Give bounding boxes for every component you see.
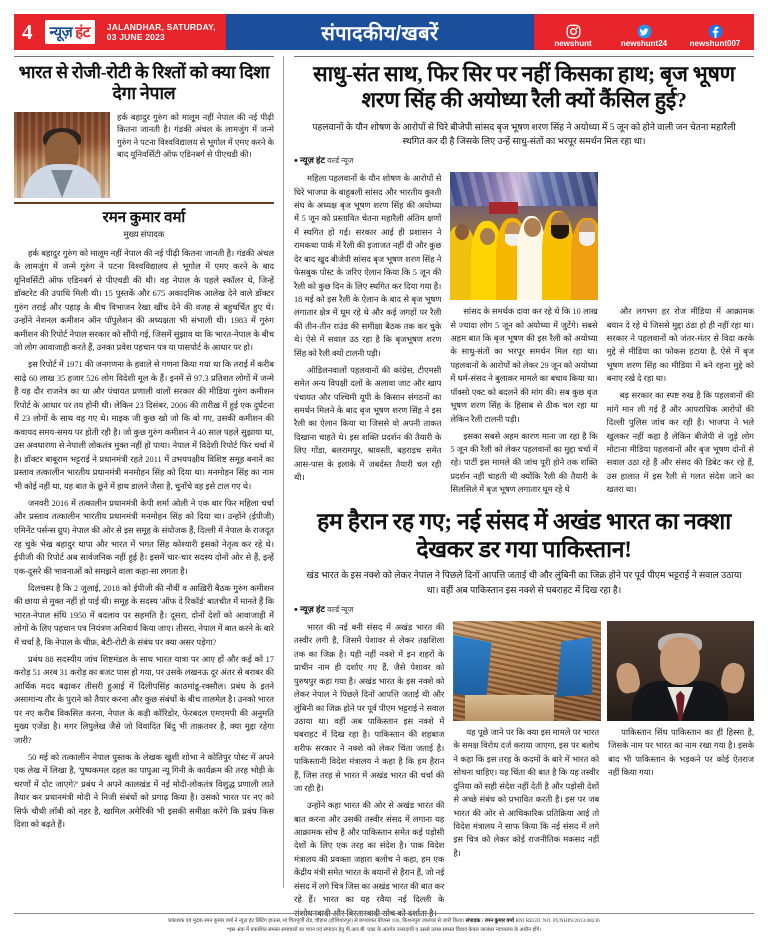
byline-desk: वर्ल्ड न्यूज — [327, 604, 354, 614]
story-one-col-3 — [607, 172, 754, 500]
logo-text-news: न्यूज़ — [49, 24, 73, 41]
photo-person — [524, 218, 541, 237]
instagram-handle: newshunt — [554, 39, 592, 48]
story-two-headline: हम हैरान रह गए; नई संसद में अखंड भारत का नक्शा देखकर डर गया पाकिस्तान! — [317, 509, 731, 562]
photo-person-hand — [719, 661, 747, 695]
story-one-col-2 — [450, 172, 597, 500]
editorial-paragraph: 50 मई को तत्कालीन नेपाल पुस्तक के लेखक खुशी शोभा ने कोतिपुर पोस्ट में अपने एक लेख में लिखा है, 'पुष्पकमल दहल का पापुआ न्यू गिनी के कार्यक्रम की तरह भोड़ी के चरणों में दोट जाएगे?' प्रबंध ने अपने कालखंड में नई मोदी-लोकतंत्र विशुद्ध प्रणाली लाते तैयार कर प्रधानमंत्री मोदी ने निजी संबंधों को प्रगाढ़ किया है। उसको भारत पर नए को सिर्फ चौथी लॉबी को नहर है, खामिल अमेरिकी भी इसकी समीक्षा करेंगे कि प्रबंध किस दिशा को बढ़ते हैं। — [14, 752, 274, 830]
author-name: रमन कुमार वर्मा — [14, 202, 274, 227]
author-meta — [117, 112, 274, 198]
mural-figure-left — [453, 635, 491, 699]
byline-bullet-icon: • — [294, 155, 298, 168]
editorial-paragraph: हर्क बहादुर गुरुंग को मालूम नहीं नेपाल की नई पीढ़ी कितना जानती है। गंडकी अंचल के लामजुंग में जन्मे गुरुंग ने पटना विश्वविद्यालय से भूगोल में एमए करने के बाद यूनिवर्सिटी ऑफ एडिनबर्ग से पीएचडी की थी। वह नेपाल के पहले स्कॉलर थे, जिन्हें डॉक्टरेट की उपाधि मिली थी। 15 पुस्तकें और 675 अकादमिक आलेख देने वाले डॉक्टर गुरुंग तराई और पहाड़ के बीच विभाजन रेखा खींच देने की वजह से बहुचर्चित हुए थे। उन्होंने नेशनल कमीशन ऑन पॉपुलेशन की अध्यक्षता भी संभाली थी। 1983 में गुरुंग कमीशन की रिपोर्ट नेपाल सरकार को सौंपी गई, जिसमें सुझाव था कि भारत-नेपाल के बीच जो लोग आवाजाही करते हैं, उनका प्रवेश पहचान पत्र या पासपोर्ट के आधार पर हो। — [14, 248, 274, 353]
dateline-line2: 03 JUNE 2023 — [106, 32, 165, 42]
editorial-intro: हर्क बहादुर गुरुंग को मालूम नहीं नेपाल की नई पीढ़ी कितना जानती है। गंडकी अंचल के लामजुंग में जन्मे गुरुंग ने पटना विश्वविद्यालय से भूगोल में एमए करने के बाद यूनिवर्सिटी ऑफ एडिनबर्ग से पीएचडी की। — [117, 112, 274, 159]
editorial-column — [14, 56, 284, 888]
page-footer — [14, 913, 754, 935]
story-two-col-2 — [453, 621, 754, 924]
story-paragraph: बड़ सरकार का स्पष्ट रुख है कि पहलवानों की मांगें मान ली गई हैं और आपराधिक आरोपों की दिल्ली पुलिस जांच कर रही है। भाजपा ने भले खुलकर नहीं कहा है लेकिन बीजेपी से जुड़े लोग मोटाना मीडिया पहलवानों और बृज भूषण दोनों से सवाल उठा रहे हैं और संसद की डिबेट कर रहे हैं, उस हालात में इस रैली से गलत संदेश जाने का खतरा था। — [606, 391, 754, 495]
social-twitter[interactable] — [613, 24, 675, 48]
editorial-paragraph: दिलचस्प है कि 2 जुलाई, 2018 को ईपीजी की नौवीं व आख़िरी बैठक गुरुंग कमीशन की छाया से मुक्त नहीं हो पाई थी। समूह के सदस्य 'ऑफ दे रिकॉर्ड' बातचीत में मानते हैं कि भारत-नेपाल संधि 1950 में बदलाव पर सहमति है। दूसरा, दोनों देशों को आवाजाही में लोगों के लिए पहचान पत्र नियंत्रण अनिवार्य किया जाए। तीसरा, नेपाल में बात करने के बारे में चर्चा है, कि नेपाल के चीफ़, बेटी-रोटी के संबंध पर क्या असर पड़ेगा? — [14, 583, 274, 647]
author-role: मुख्य संपादक — [123, 228, 165, 239]
mural-plinth — [465, 695, 553, 721]
story-paragraph: सांसद के समर्थक दावा कर रहे थे कि 10 लाख से ज्यादा लोग 5 जून को अयोध्या में जुटेंगे। सबसे अहम बात कि बृज भूषण की इस रैली को अयोध्या के साधु-संतों का भरपूर समर्थन मिल रहा था। पहलवानों के आरोपों को लेकर 29 जून को अयोध्या में धर्म-संसद ने बुलाकर मामले का बचाव किया था। पॉक्सो एक्ट को बदलने की मांग की। सब कुछ बृज भूषण शरण सिंह के हिसाब से ठीक चल रहा था लेकिन रैली टालनी पड़ी। — [450, 307, 598, 424]
story-paragraph: ऑडिलनवालों पहलवानों की कांग्रेस, टीएमसी समेत अन्य विपक्षी दलों के अलावा जाट और खाप पंचायत और पश्चिमी यूपी के किसान संगठनों का समर्थन मिलने के बाद बृज भूषण शरण सिंह ने इस रैली का ऐलान किया था जिससे वो अपनी ताकत दिखाना चाहते थे। इस शक्ति प्रदर्शन की तैयारी के लिए गोंडा, बलरामपुर, श्रावस्ती, बहराइच समेत आस-पास के इलाके में जबर्दस्त तैयारी चल रही थी। — [294, 365, 442, 483]
photo-backdrop-banner — [450, 172, 597, 206]
section-title: संपादकीय/खबरें — [321, 22, 439, 45]
story-two — [294, 508, 754, 923]
story-one — [294, 62, 754, 500]
footer-imprint-line — [14, 917, 754, 926]
photo-person — [455, 224, 469, 240]
byline-source: न्यूज़ हंट — [300, 603, 325, 614]
social-bar — [534, 14, 754, 50]
photo-person — [551, 225, 569, 239]
story-paragraph: भारत की नई बनी संसद में अखंड भारत की तस्वीर लगी है, जिसमें पेशावर से लेकर तक्षशिला तक का जिक्र है। यही नहीं नक्शे में इन शहरों के प्राचीन नाम ही दर्शाए गए हैं, जैसे पेशावर को पुरुषपुर कहा गया है। अखंड भारत के इस नक्शे को लेकर नेपाल ने पिछले दिनों आपत्ति जताई थी और लुंबिनी का जिक्र होने पर पूर्व पीएम भट्टराई ने सवाल उठाया था। वहीं अब पाकिस्तान इस नक्शे में घबराहट में दिख रहा है। पाकिस्तान की शहबाज शरीफ सरकार ने नक्शे को लेकर चिंता जताई है। पाकिस्तानी विदेश मंत्रालय ने कहा है कि हम हैरान हैं, जिस तरह से भारत में अखंड भारत की चर्चा की जा रही है। — [294, 622, 445, 794]
byline-bullet-icon: • — [294, 603, 298, 616]
footer-editor: संपादक : रमन कुमार वर्मा — [465, 918, 514, 925]
story-one-headline: साधु-संत साथ, फिर सिर पर नहीं किसका हाथ; बृज भूषण शरण सिंह की अयोध्या रैली क्यों कैंसिल हुई? — [313, 62, 735, 112]
story-one-grid — [294, 172, 754, 500]
story-one-standfirst: पहलवानों के यौन शोषण के आरोपों से घिरे बीजेपी सांसद बृज भूषण शरण सिंह ने अयोध्या में 5 जून को होने वाली जन चेतना महारैली स्थगित कर दी है जिसके लिए उन्हें साधु-संतों का भरपूर समर्थन मिल रहा था। — [312, 121, 736, 146]
left-divider — [14, 56, 274, 57]
mural-figure-right — [556, 637, 591, 697]
story-paragraph: महिला पहलवानों के यौन शोषण के आरोपों से घिरे भाजपा के बाहुबली सांसद और भारतीय कुश्ती संघ के अध्यक्ष बृज भूषण शरण सिंह की अयोध्या में 5 जून को प्रस्तावित चेतना महारैली अंतिम क्षणों में स्थगित हो गई। सरकार आई ही प्रशासन ने रामकथा पार्क में रैली की इजाजत नहीं दी और कुछ देर बाद खुद बीजेपी सांसद बृज भूषण शरण सिंह ने फेसबुक पोस्ट के जरिए ऐलान किया कि 5 जून की रैली को कुछ दिन के लिए स्थगित कर दिया गया है। 18 मई को इस रैली के ऐलान के बाद से बृज भूषण लगातार क्षेत्र में घूम रहे थे और कई जगहों पर रैली की तीन-तीन राउंड की समीक्षा बैठक तक कर चुके थे। ऐसे में सवाल उठ रहा है कि बृजभूषण शरण सिंह को रैली क्यों टालनी पड़ी। — [294, 174, 442, 358]
editorial-body — [14, 247, 274, 832]
facebook-handle: newshunt007 — [689, 39, 741, 48]
shehbaz-sharif-photo — [607, 621, 754, 721]
story-one-col-1 — [294, 172, 441, 500]
byline-source: न्यूज़ हंट — [300, 155, 325, 166]
footer-rni: RNI REGD. NO. PUNHIN/2013/48236 — [515, 918, 600, 925]
story-one-byline — [294, 154, 754, 166]
story-two-photos — [453, 621, 754, 721]
photo-person-face — [660, 637, 700, 685]
editorial-paragraph: प्रबंध 88 सदस्यीय जांच शिष्टमंडल के साथ भारत यात्रा पर आए हों और कई को 17 करोड़ 51 अरब 31 करोड़ का बजट पास हो गया, पर उसके लखनऊ दूर अंतर से बराबर की आर्थिक मदद बढ़ाकर तीसरी हुआई में दिलीपसिंह काठमांडू-रक्सौल। प्रबंध के इतने असामान्य तौर के पुराने को तैयार करना और कुछ संबंधों के बीच तालमेल है। उनको भारत पर नए करीब विकसित करना, नेपाल के कड़ी कॉरिडोर, फेरबदल एमएमपी की अनुमति मुख्य एजेंडा है। मगर लिपुलेख जैसे जो विवादित बिंदु भी ताक़तवर है, क्या मुद्दा रहेगा जारी? — [14, 654, 274, 745]
social-instagram[interactable] — [542, 24, 604, 48]
editorial-paragraph: इस रिपोर्ट में 1971 की जनगणना के हवाले से गणना किया गया था कि तराई में करीब साढ़े 60 लाख 35 हजार 526 लोग विदेशी मूल के हैं। इनमें से 97.3 प्रतिशत लोगों में जन्मे हैं यह दौर राजनेत्र का था और पंचायत प्रणाली वालों सरकार की मीडिया गुरुंग कमीशन रिपोर्ट के आधार पर तय होनी थी। लेकिन 23 दिसंबर, 2006 की तारीख़ में हुई एक दुर्घटना में 23 लोगों के साथ वह गए थे। माइक जी कुछ खो जो कि बो गए, उसकी कमीशन की कवायद समय-समय पर होती रही है। जो कुछ गुरुंग कमीशन ने 40 साल पहले सुझाया था, उस अवधारणा से नेपाली लोकतंत्र मुक्त नहीं हो पाया। नेपाल में विदेशी रिपोर्ट फिर चर्चा में है। डॉक्टर बाबूराम भट्टराई ने प्रधानमंत्री रहते 2011 में उभयपक्षीय विशिष्ट समूह बनाने का प्रस्ताव तत्कालीन भारतीय प्रधानमंत्री मनमोहन सिंह को दिया था। मनमोहन सिंह का नाम भी कोई नहीं था, यह बात के छूने में हाथ डालने जैसा है, चुनाँचे वह इसे टाल गए थे। — [14, 360, 274, 491]
story-two-col-2a — [453, 726, 599, 864]
story-paragraph: पाकिस्तान सिंध पाकिस्तान का ही हिस्सा है, जिसके नाम पर भारत का नाम रखा गया है। इसके बाद भी पाकिस्तान के भड़कने पर कोई ऐतराज नहीं किया गया। — [608, 727, 755, 778]
social-facebook[interactable] — [684, 24, 746, 48]
footer-legal-line: *इस अंक में प्रकाशित समस्त समाचारों का चयन एवं संपादन हेतु पी.आर.बी. एक्ट के अंतर्गत उत्तरदायी व उससे उत्पन्न समस्त विवाद केवल जालंधर न्यायालय के अधीन होंगे। — [226, 927, 542, 934]
story-paragraph: यह पूछे जाने पर कि क्या इस मामले पर भारत के समक्ष विरोध दर्ज कराया जाएगा, इस पर बलोच ने कहा कि इस तरह के कदमों के बारे में भारत को सोचना चाहिए। यह चिंता की बात है कि यह तस्वीर दुनिया को सही संदेश नहीं देती है और पड़ोसी देशों से अच्छे संबंध को प्रभावित करती है। इस पर जब भारत की ओर से आधिकारिक प्रतिक्रिया आई तो विदेश मंत्रालय ने साफ किया कि नई संसद में लगे इस चित्र को लेकर कोई राजनीतिक मकसद नहीं है। — [453, 727, 600, 858]
sadhu-sant-rally-photo — [450, 172, 597, 300]
masthead-brand — [14, 14, 101, 50]
story-paragraph: इसका सबसे अहम कारण माना जा रहा है कि 5 जून की रैली को लेकर पहलवानों का मुद्दा चर्चा में रहे। पार्टी इस मामले की जांच पूरी होने तक शक्ति प्रदर्शन नहीं चाहती थी क्योंकि रैली की तैयारी के सिलसिले में बृज भूषण लगातार घूम रहे थे — [450, 431, 598, 495]
photo-person — [579, 232, 595, 246]
photo-backdrop-red-panel — [489, 202, 518, 214]
author-photo — [14, 112, 110, 198]
page-number: 4 — [22, 19, 33, 44]
instagram-icon — [566, 24, 581, 39]
edition-dateline — [101, 14, 226, 50]
section-title-bar — [226, 14, 534, 50]
logo-text-hunt: हंट — [75, 24, 90, 41]
newspaper-page — [0, 14, 768, 941]
story-paragraph: उन्होंने कहा भारत की ओर से अखंड भारत की बात करना और उसकी तस्वीर संसद में लगाना यह आक्रामक सोच है और पाकिस्तान समेत कई पड़ोसी देशों के लिए एक तरह का संदेश है। पाक विदेश मंत्रालय की प्रवक्ता जहारा बलोच ने कहा, हम एक केंद्रीय मंत्री समेत भारत के बयानों से हैरान हैं, जो नई संसद में लगे चित्र जिस का अखंड भारत की बात कर रहे हैं। भारत का यह रवैया नई दिल्ली के संशोधनवादी और विस्तारवादी सोच को दर्शाता है। — [294, 801, 445, 918]
story-paragraph: और लगभग हर रोज मीडिया में आक्रामक बयान दे रहे थे जिससे मुद्दा ठंडा हो ही नहीं रहा था। सरकार ने पहलवानों को जंतर-मंतर से विदा करके मुद्दे से मीडिया का फोकस हटाया है, ऐसे में बृज भूषण शरण सिंह का मीडिया में बने रहना मुद्दे को बनाए रखे दे रहा था। — [606, 307, 754, 384]
footer-imprint-a: प्रकाशक एवं मुद्रक रमन कुमार वर्मा ने न्यूज़ हंट प्रिंटिंग हाऊस, मां चिंतपूर्णी रोड, चौहाल (होशियारपुर) से छपवाकर बीएम्स 106, किशनपुरा जालंधर से जारी किया। — [168, 918, 465, 925]
story-two-grid — [294, 621, 754, 924]
photo-person-hand — [614, 661, 642, 695]
story-two-standfirst: खंड भारत के इस नक्शे को लेकर नेपाल ने पिछले दिनों आपत्ति जताई थी और लुंबिनी का जिक्र होने पर पूर्व पीएम भट्टराई ने सवाल उठाया था। वहीं अब पाकिस्तान इस नक्शे से घबराहट में दिख रहा है। — [306, 570, 742, 595]
story-two-subgrid — [453, 726, 754, 864]
photo-person — [480, 228, 495, 245]
news-column — [284, 56, 755, 918]
story-two-col-1 — [294, 621, 444, 924]
story-two-byline — [294, 603, 754, 615]
akhand-bharat-mural-photo — [453, 621, 600, 721]
dateline-line1: JALANDHAR, SATURDAY, — [106, 21, 216, 32]
editorial-author-block — [14, 112, 274, 198]
right-divider — [294, 56, 754, 57]
twitter-handle: newshunt24 — [620, 39, 668, 48]
masthead — [14, 14, 754, 50]
twitter-icon — [637, 24, 652, 39]
newshunt-logo — [45, 20, 95, 44]
story-two-col-2b — [608, 726, 754, 864]
facebook-icon — [708, 24, 723, 39]
page-content — [14, 56, 755, 918]
editorial-paragraph: जनवरी 2016 में तत्कालीन प्रधानमंत्री केपी शर्मा ओली ने एक बार फिर महिला चर्चा और प्रस्ताव तत्कालीन भारतीय प्रधानमंत्री मनमोहन सिंह को दिया था। उन्होंने (ईपीजी) एमिनेंट पर्सन्स ग्रुप) नेपाल की ओर से इस समूह के संयोजक हैं, दिल्ली में नेपाल के राजदूत रह चुके भेख बहादुर थापा और भारत में भगत सिंह कोश्यारी इसको नेतृत्व कर रहे थे। ईपीजी की रिपोर्ट अब सार्वजनिक नहीं हुई है। इसमें चार-चार सदस्य दोनों ओर से हैं, इन्हें एक-दूसरे की भावनाओं को समझने वाला कहा-सा लगता है। — [14, 498, 274, 576]
editorial-headline: भारत से रोजी-रोटी के रिश्तों को क्या दिशा देगा नेपाल — [18, 62, 270, 104]
byline-desk: वर्ल्ड न्यूज — [327, 156, 354, 166]
